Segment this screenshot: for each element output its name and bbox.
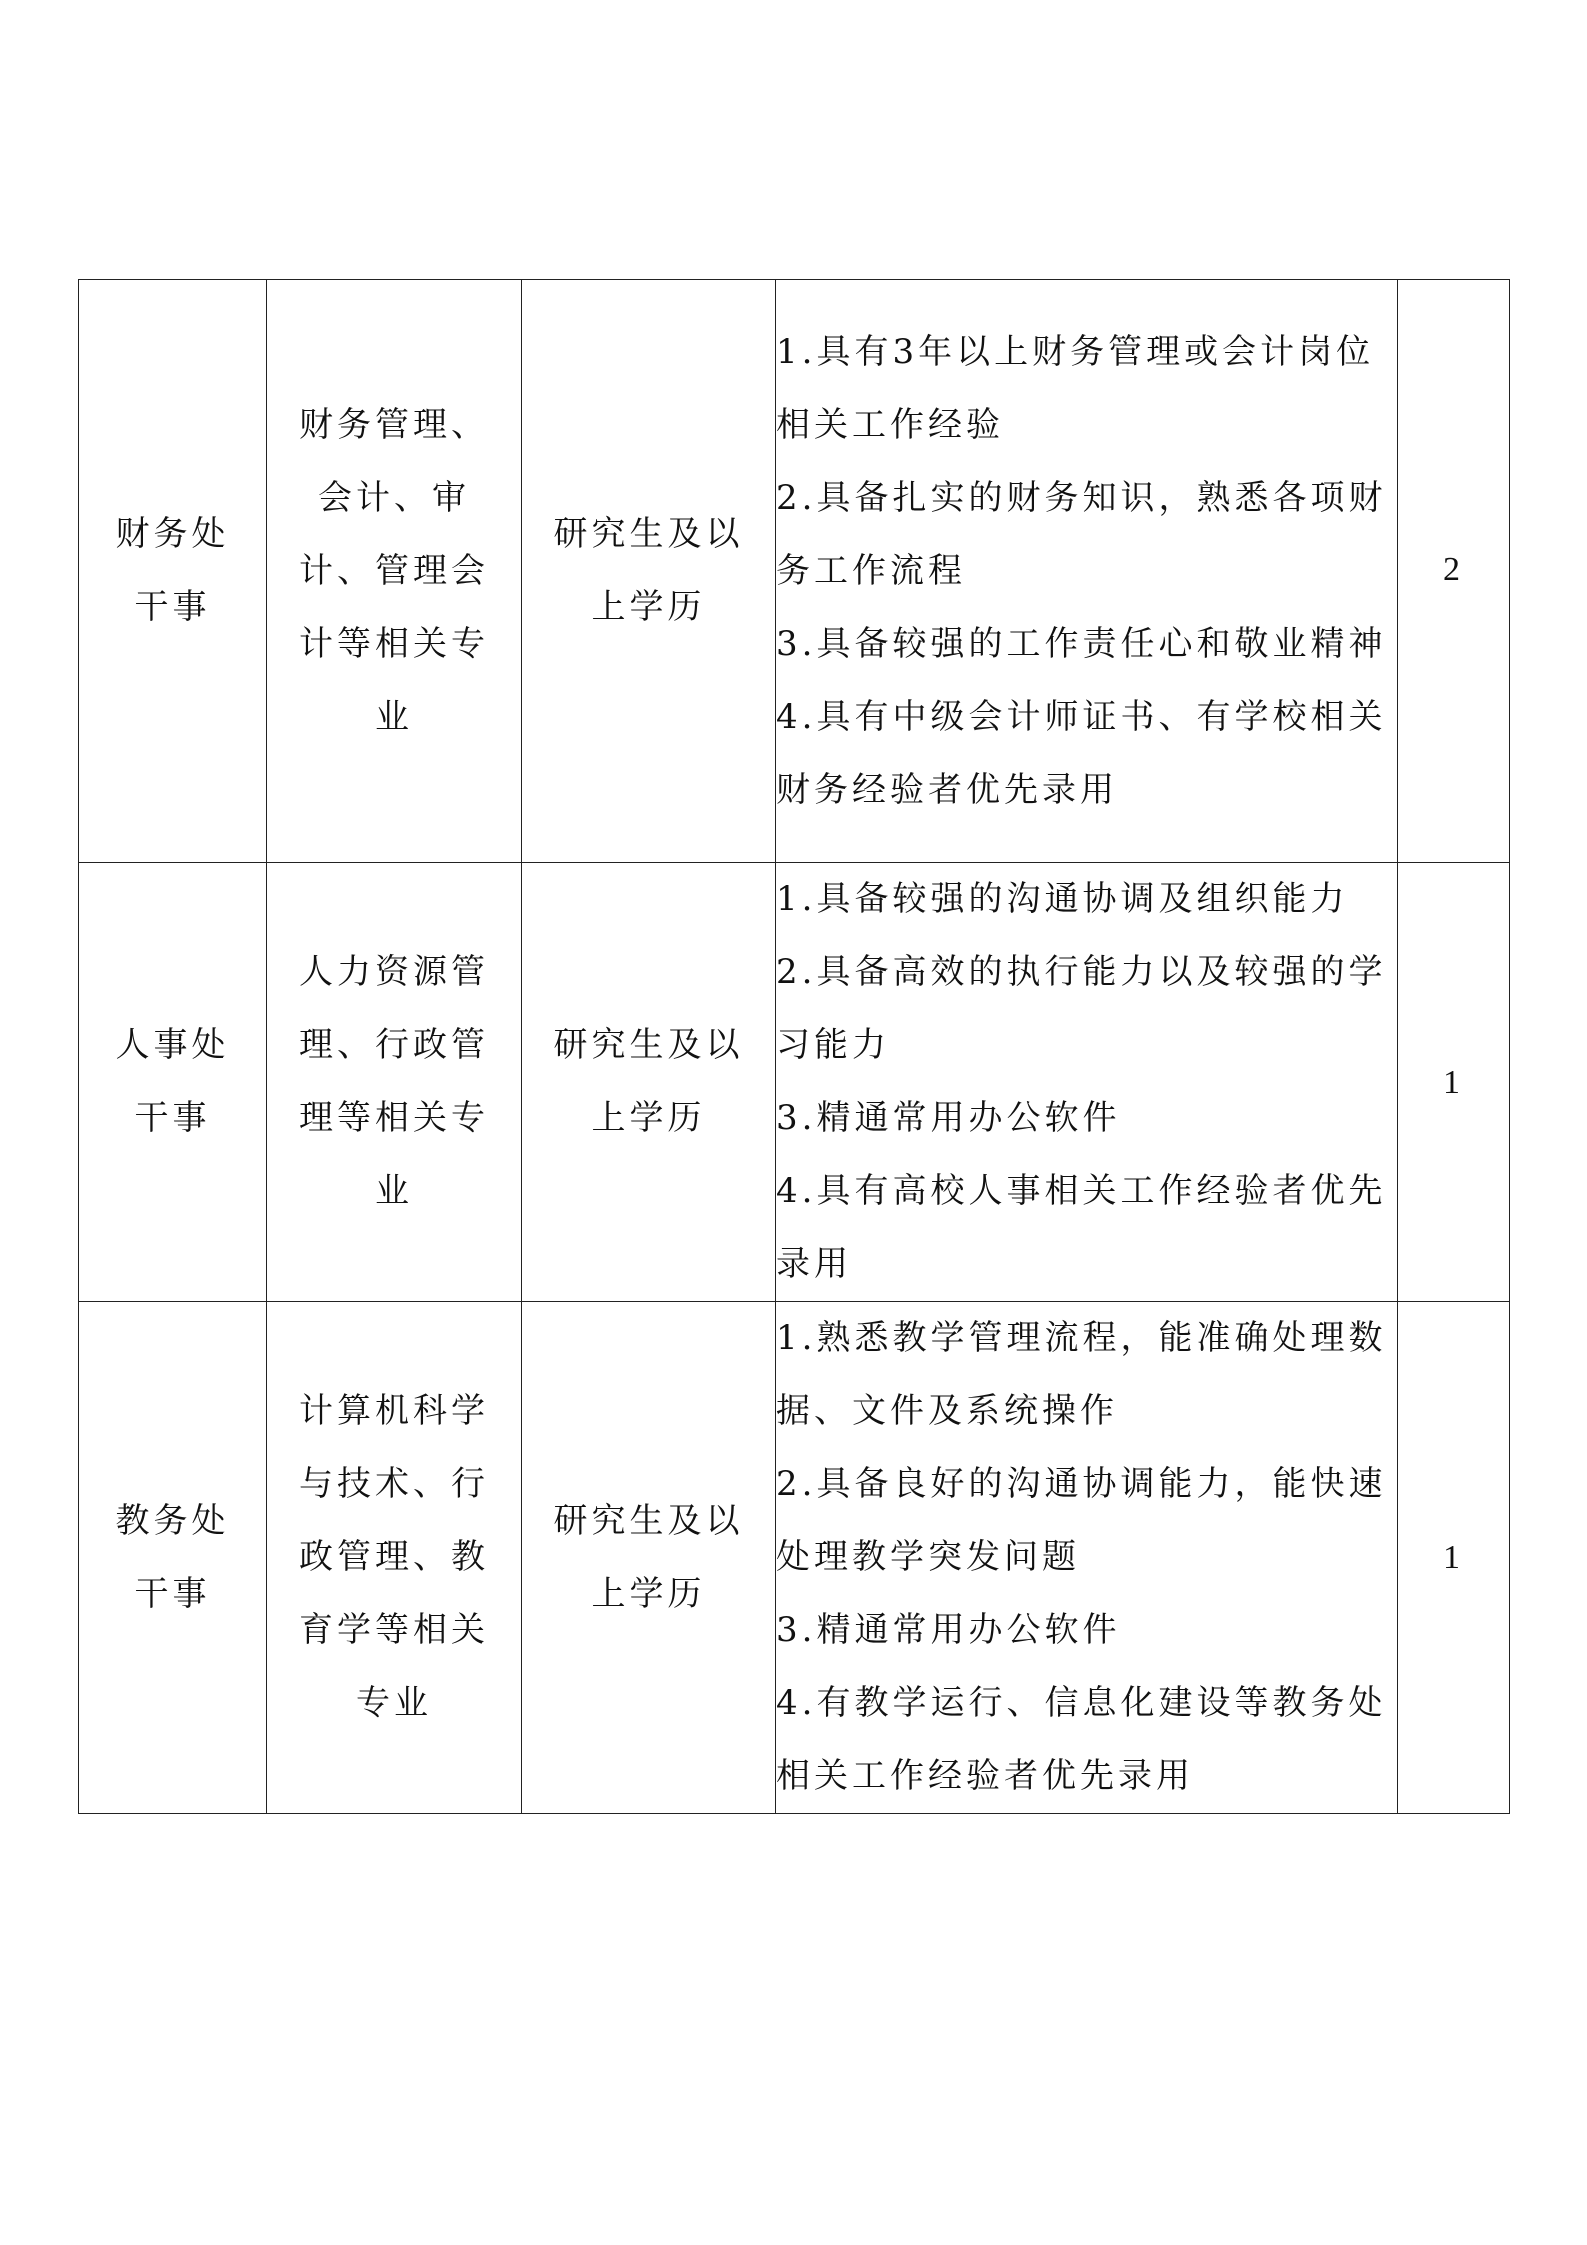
requirement-item: 1.具备较强的沟通协调及组织能力 (776, 879, 1349, 919)
education-cell (522, 1302, 776, 1814)
post-cell (79, 1302, 267, 1814)
requirement-item: 3.精通常用办公软件 (776, 1098, 1121, 1138)
major-cell (267, 1302, 522, 1814)
requirements-cell (776, 1302, 1398, 1814)
requirement-item: 4.具有中级会计师证书、有学校相关财务经验者优先录用 (776, 696, 1387, 810)
table-row (79, 1302, 1510, 1814)
major-requirement: 计算机科学与技术、行政管理、教育学等相关专业 (299, 1391, 489, 1723)
major-cell (267, 863, 522, 1302)
table-row (79, 863, 1510, 1302)
requirement-item: 1.具有3年以上财务管理或会计岗位相关工作经验 (776, 331, 1375, 445)
requirement-item: 3.精通常用办公软件 (776, 1610, 1121, 1650)
requirement-item: 4.具有高校人事相关工作经验者优先录用 (776, 1171, 1387, 1284)
requirements-cell (776, 280, 1398, 863)
headcount: 2 (1443, 550, 1464, 588)
major-cell (267, 280, 522, 863)
requirement-item: 4.有教学运行、信息化建设等教务处相关工作经验者优先录用 (776, 1683, 1387, 1796)
headcount: 1 (1443, 1539, 1464, 1576)
major-requirement: 财务管理、会计、审计、管理会计等相关专业 (299, 404, 489, 737)
post-cell (79, 280, 267, 863)
requirements-list (776, 863, 1397, 1301)
requirements-list (776, 316, 1397, 827)
table-row (79, 280, 1510, 863)
education-cell (522, 280, 776, 863)
requirements-list (776, 1302, 1397, 1813)
requirement-item: 2.具备扎实的财务知识，熟悉各项财务工作流程 (776, 477, 1387, 591)
headcount-cell (1398, 863, 1510, 1302)
education-cell (522, 863, 776, 1302)
education-requirement: 研究生及以上学历 (553, 1025, 744, 1138)
requirement-item: 2.具备高效的执行能力以及较强的学习能力 (776, 952, 1387, 1065)
requirement-item: 1.熟悉教学管理流程，能准确处理数据、文件及系统操作 (776, 1318, 1387, 1431)
education-requirement: 研究生及以上学历 (553, 514, 744, 627)
recruitment-table (78, 279, 1510, 1814)
post-name: 财务处干事 (115, 514, 230, 627)
headcount-cell (1398, 1302, 1510, 1814)
requirements-cell (776, 863, 1398, 1302)
requirement-item: 2.具备良好的沟通协调能力，能快速处理教学突发问题 (776, 1464, 1387, 1577)
education-requirement: 研究生及以上学历 (553, 1500, 744, 1614)
post-name: 教务处干事 (115, 1500, 230, 1614)
major-requirement: 人力资源管理、行政管理等相关专业 (299, 952, 489, 1211)
headcount-cell (1398, 280, 1510, 863)
headcount: 1 (1443, 1063, 1464, 1101)
post-name: 人事处干事 (115, 1025, 230, 1138)
post-cell (79, 863, 267, 1302)
requirement-item: 3.具备较强的工作责任心和敬业精神 (776, 623, 1387, 664)
